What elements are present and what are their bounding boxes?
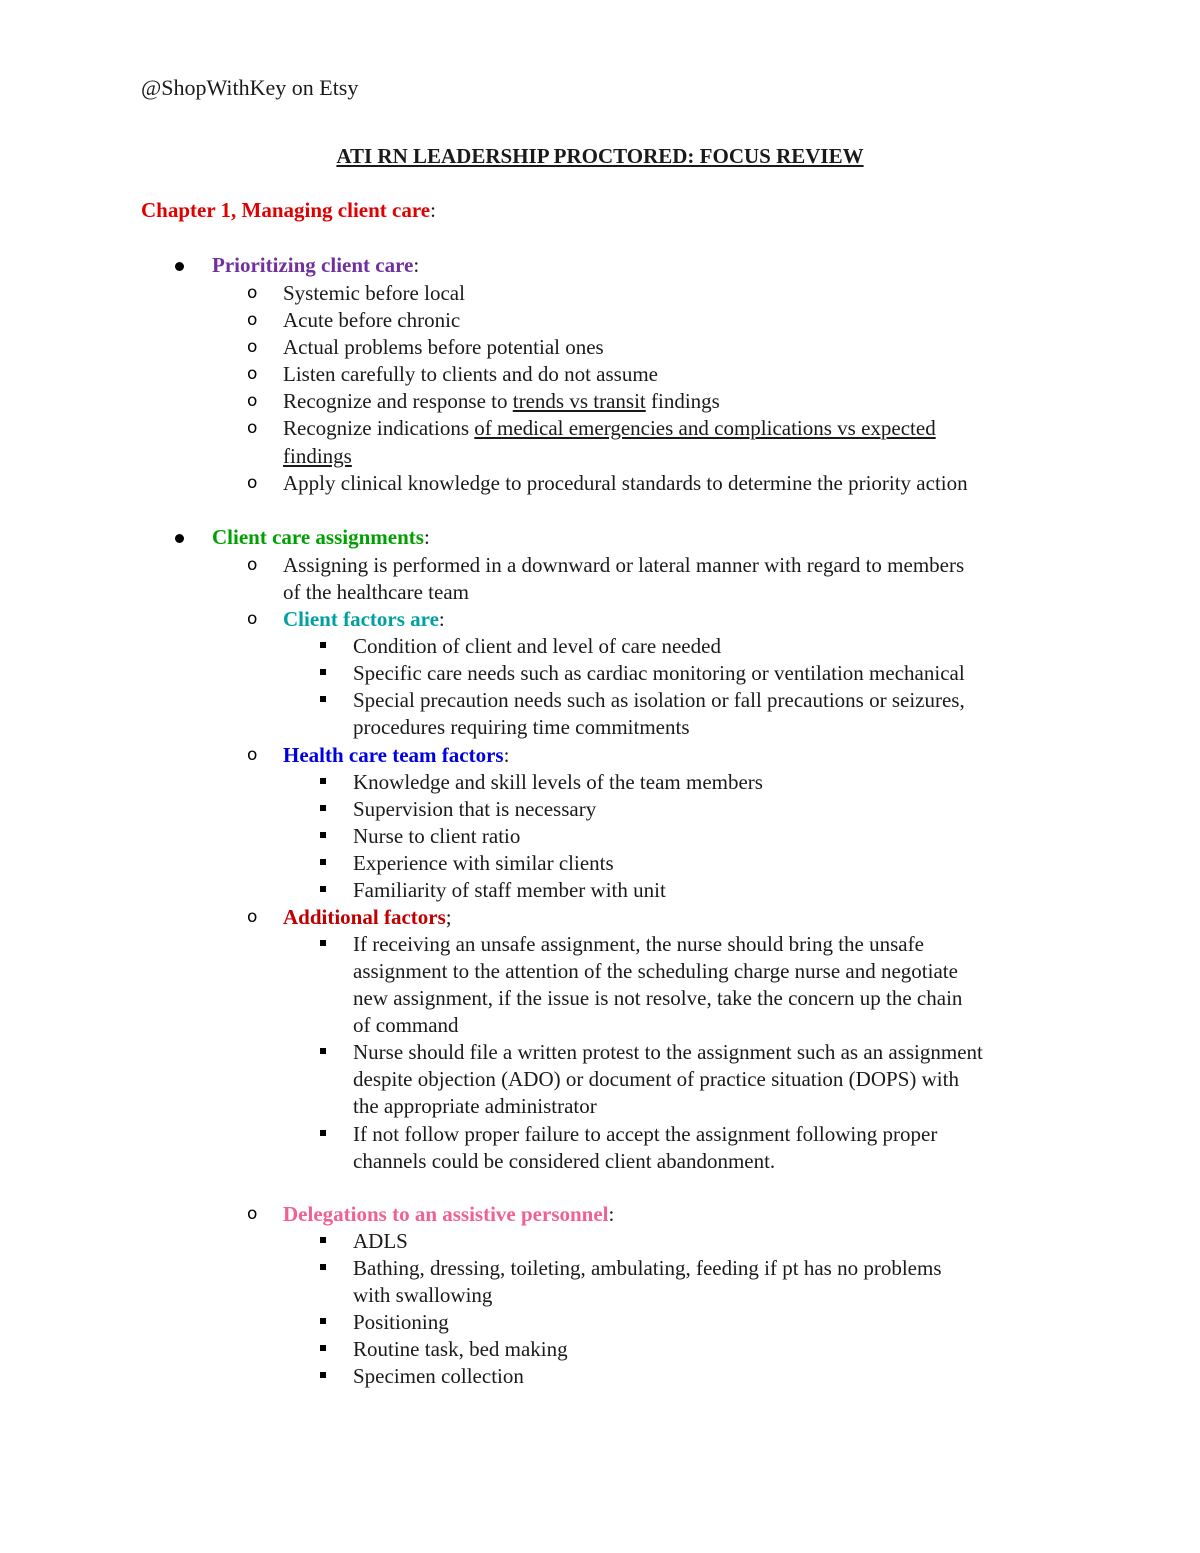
section-heading-assignments	[212, 524, 430, 551]
circle-bullet-icon: o	[247, 907, 258, 927]
list-item: Assigning is performed in a downward or lateral manner with regard to members	[283, 553, 965, 577]
list-item: Experience with similar clients	[353, 851, 614, 875]
circle-bullet-icon: o	[247, 745, 258, 765]
square-bullet-icon	[320, 886, 326, 892]
subheading-colon: :	[503, 743, 510, 767]
square-bullet-icon	[320, 1237, 326, 1243]
list-item: Systemic before local	[283, 281, 465, 305]
subheading-label: Client factors are	[283, 607, 439, 631]
list-item: ADLS	[353, 1229, 408, 1253]
list-item-text: Recognize and response to	[283, 389, 513, 413]
circle-bullet-icon: o	[247, 418, 258, 438]
list-item: Nurse to client ratio	[353, 824, 521, 848]
list-item: If not follow proper failure to accept the assignment following proper	[353, 1122, 938, 1146]
square-bullet-icon	[320, 669, 326, 675]
section-heading-colon: :	[423, 525, 430, 549]
list-item: Apply clinical knowledge to procedural standards to determine the priority action	[283, 471, 968, 495]
list-item-continuation: with swallowing	[353, 1283, 493, 1307]
list-item-continuation: of command	[353, 1013, 459, 1037]
square-bullet-icon	[320, 859, 326, 865]
square-bullet-icon	[320, 1130, 326, 1136]
subheading-additional-factors	[283, 904, 452, 931]
square-bullet-icon	[320, 940, 326, 946]
subheading-colon: :	[608, 1202, 615, 1226]
list-item-underlined: of medical emergencies and complications vs expected	[474, 416, 936, 440]
section-heading-prioritizing	[212, 252, 419, 279]
subheading-colon: :	[438, 607, 445, 631]
list-item: Routine task, bed making	[353, 1337, 568, 1361]
square-bullet-icon	[320, 642, 326, 648]
list-item: Listen carefully to clients and do not assume	[283, 362, 658, 386]
list-item: Specimen collection	[353, 1364, 524, 1388]
list-item	[283, 415, 936, 442]
section-heading-label: Client care assignments	[212, 525, 424, 549]
list-item-continuation: findings	[283, 444, 352, 468]
list-item: If receiving an unsafe assignment, the nurse should bring the unsafe	[353, 932, 924, 956]
subheading-colon: ;	[445, 905, 452, 929]
circle-bullet-icon: o	[247, 1204, 258, 1224]
circle-bullet-icon: o	[247, 283, 258, 303]
circle-bullet-icon: o	[247, 609, 258, 629]
square-bullet-icon	[320, 1048, 326, 1054]
page-title: ATI RN LEADERSHIP PROCTORED: FOCUS REVIEW	[336, 144, 864, 168]
chapter-label: Chapter 1, Managing client care	[141, 198, 431, 222]
list-item: Actual problems before potential ones	[283, 335, 604, 359]
list-item: Special precaution needs such as isolation or fall precautions or seizures,	[353, 688, 965, 712]
shop-tag: @ShopWithKey on Etsy	[141, 75, 359, 100]
list-item-underlined: trends vs transit	[512, 389, 646, 413]
section-heading-label: Prioritizing client care	[212, 253, 414, 277]
square-bullet-icon	[320, 832, 326, 838]
subheading-label: Additional factors	[283, 905, 446, 929]
list-item: Nurse should file a written protest to the assignment such as an assignment	[353, 1040, 983, 1064]
circle-bullet-icon: o	[247, 364, 258, 384]
bullet-dot-icon	[175, 534, 184, 543]
subheading-label: Health care team factors	[283, 743, 504, 767]
chapter-heading	[141, 197, 436, 224]
square-bullet-icon	[320, 1264, 326, 1270]
list-item: Knowledge and skill levels of the team members	[353, 770, 763, 794]
circle-bullet-icon: o	[247, 555, 258, 575]
square-bullet-icon	[320, 805, 326, 811]
square-bullet-icon	[320, 778, 326, 784]
list-item-continuation: the appropriate administrator	[353, 1094, 597, 1118]
circle-bullet-icon: o	[247, 337, 258, 357]
square-bullet-icon	[320, 1345, 326, 1351]
list-item: Positioning	[353, 1310, 449, 1334]
circle-bullet-icon: o	[247, 310, 258, 330]
list-item-continuation: new assignment, if the issue is not resolve, take the concern up the chain	[353, 986, 963, 1010]
list-item: Specific care needs such as cardiac monitoring or ventilation mechanical	[353, 661, 965, 685]
circle-bullet-icon: o	[247, 391, 258, 411]
square-bullet-icon	[320, 1318, 326, 1324]
square-bullet-icon	[320, 696, 326, 702]
list-item-continuation: assignment to the attention of the scheduling charge nurse and negotiate	[353, 959, 958, 983]
bullet-dot-icon	[175, 262, 184, 271]
list-item: Supervision that is necessary	[353, 797, 597, 821]
section-heading-colon: :	[413, 253, 420, 277]
list-item: Condition of client and level of care needed	[353, 634, 721, 658]
list-item: Familiarity of staff member with unit	[353, 878, 666, 902]
list-item-continuation: procedures requiring time commitments	[353, 715, 690, 739]
chapter-colon: :	[430, 198, 436, 222]
circle-bullet-icon: o	[247, 473, 258, 493]
list-item: Acute before chronic	[283, 308, 461, 332]
list-item-text: Recognize indications	[283, 416, 475, 440]
list-item-continuation: of the healthcare team	[283, 580, 469, 604]
subheading-label: Delegations to an assistive personnel	[283, 1202, 609, 1226]
subheading-team-factors	[283, 742, 509, 769]
list-item	[283, 388, 720, 415]
list-item-continuation: despite objection (ADO) or document of practice situation (DOPS) with	[353, 1067, 959, 1091]
subheading-client-factors	[283, 606, 445, 633]
list-item: Bathing, dressing, toileting, ambulating, feeding if pt has no problems	[353, 1256, 942, 1280]
subheading-delegations	[283, 1201, 614, 1228]
list-item-continuation: channels could be considered client abandonment.	[353, 1149, 776, 1173]
list-item-text: findings	[645, 389, 720, 413]
square-bullet-icon	[320, 1372, 326, 1378]
